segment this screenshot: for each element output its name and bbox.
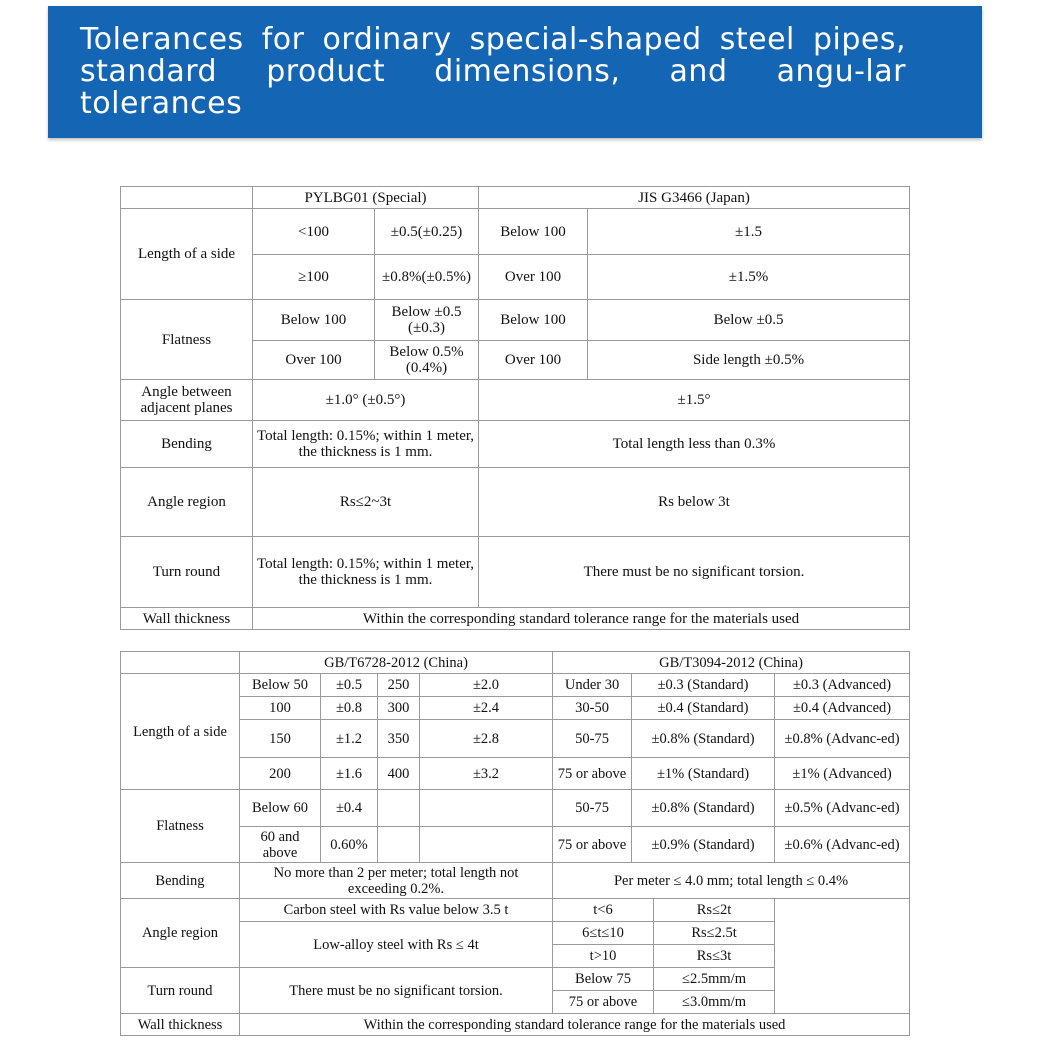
cell: ±0.4 (Advanced) <box>775 697 910 720</box>
cell: 350 <box>378 720 420 758</box>
cell: 75 or above <box>553 991 654 1014</box>
cell: 30-50 <box>553 697 632 720</box>
cell: Rs≤2~3t <box>253 468 479 537</box>
cell: ±0.6% (Advanc-ed) <box>775 827 910 863</box>
tolerance-table-pylbg-jis <box>120 186 910 630</box>
cell: 0.60% <box>321 827 378 863</box>
cell: ≥100 <box>253 255 375 300</box>
cell: ≤2.5mm/m <box>654 968 775 991</box>
table-row <box>121 827 910 863</box>
table-row <box>121 674 910 697</box>
row-label-length: Length of a side <box>121 674 240 790</box>
cell: There must be no significant torsion. <box>479 537 910 608</box>
table-row <box>121 790 910 827</box>
cell: ±2.8 <box>420 720 553 758</box>
cell: ±0.5(±0.25) <box>375 209 479 255</box>
cell: 50-75 <box>553 790 632 827</box>
cell: 100 <box>240 697 321 720</box>
cell: Below 100 <box>479 209 588 255</box>
cell: ±1.5° <box>479 380 910 421</box>
cell: Total length: 0.15%; within 1 meter, the thickness is 1 mm. <box>253 537 479 608</box>
cell: ±0.5% (Advanc-ed) <box>775 790 910 827</box>
cell: Below 75 <box>553 968 654 991</box>
row-label-turn-round: Turn round <box>121 968 240 1014</box>
cell: ±1% (Standard) <box>632 758 775 790</box>
row-label-wall: Wall thickness <box>121 1014 240 1036</box>
cell: ±1.5 <box>588 209 910 255</box>
row-label-length: Length of a side <box>121 209 253 300</box>
cell: ±0.8% (Standard) <box>632 790 775 827</box>
cell: Rs≤2t <box>654 899 775 922</box>
cell: 150 <box>240 720 321 758</box>
cell: ≤3.0mm/m <box>654 991 775 1014</box>
cell <box>420 827 553 863</box>
cell: Below 0.5% (0.4%) <box>375 341 479 380</box>
cell: Per meter ≤ 4.0 mm; total length ≤ 0.4% <box>553 863 910 899</box>
cell: Below 50 <box>240 674 321 697</box>
page-title: Tolerances for ordinary special-shaped steel pipes, standard product dimensions, and angu-lar tolerances <box>80 22 906 121</box>
cell: 400 <box>378 758 420 790</box>
table-row <box>121 863 910 899</box>
cell: Carbon steel with Rs value below 3.5 t <box>240 899 553 922</box>
cell: Below ±0.5 <box>588 300 910 341</box>
cell: Below 100 <box>479 300 588 341</box>
cell: ±1.2 <box>321 720 378 758</box>
table-row <box>121 608 910 630</box>
cell: ±0.4 <box>321 790 378 827</box>
cell: 75 or above <box>553 827 632 863</box>
cell: Below ±0.5 (±0.3) <box>375 300 479 341</box>
table-row <box>121 899 910 922</box>
row-label-bending: Bending <box>121 421 253 468</box>
cell: t<6 <box>553 899 654 922</box>
table-row <box>121 209 910 255</box>
table-row <box>121 380 910 421</box>
row-label-angle-region: Angle region <box>121 899 240 968</box>
table-row <box>121 187 910 209</box>
row-label-flatness: Flatness <box>121 300 253 380</box>
cell: Rs≤2.5t <box>654 922 775 945</box>
cell: Below 100 <box>253 300 375 341</box>
cell: Total length less than 0.3% <box>479 421 910 468</box>
cell: ±0.3 (Standard) <box>632 674 775 697</box>
table-row <box>121 421 910 468</box>
cell: ±1.6 <box>321 758 378 790</box>
header-blank <box>121 652 240 674</box>
table-row <box>121 537 910 608</box>
cell: <100 <box>253 209 375 255</box>
cell: There must be no significant torsion. <box>240 968 553 1014</box>
table-row <box>121 300 910 341</box>
table-row <box>121 758 910 790</box>
cell: ±1.0° (±0.5°) <box>253 380 479 421</box>
cell <box>420 790 553 827</box>
cell <box>378 790 420 827</box>
cell: 75 or above <box>553 758 632 790</box>
row-label-flatness: Flatness <box>121 790 240 863</box>
table-row <box>121 468 910 537</box>
tolerance-table-gb <box>120 651 910 1036</box>
cell: Within the corresponding standard tolerance range for the materials used <box>240 1014 910 1036</box>
cell: Total length: 0.15%; within 1 meter, the thickness is 1 mm. <box>253 421 479 468</box>
row-label-wall: Wall thickness <box>121 608 253 630</box>
row-label-bending: Bending <box>121 863 240 899</box>
row-label-turn-round: Turn round <box>121 537 253 608</box>
cell: Over 100 <box>253 341 375 380</box>
cell: 250 <box>378 674 420 697</box>
cell: ±2.0 <box>420 674 553 697</box>
header-blank <box>121 187 253 209</box>
cell <box>378 827 420 863</box>
header-jis: JIS G3466 (Japan) <box>479 187 910 209</box>
cell-blank <box>775 899 910 1014</box>
cell: No more than 2 per meter; total length not exceeding 0.2%. <box>240 863 553 899</box>
table-row <box>121 1014 910 1036</box>
cell: 50-75 <box>553 720 632 758</box>
cell: ±0.8 <box>321 697 378 720</box>
cell: ±0.9% (Standard) <box>632 827 775 863</box>
cell: ±2.4 <box>420 697 553 720</box>
cell: ±1% (Advanced) <box>775 758 910 790</box>
cell: 300 <box>378 697 420 720</box>
cell: 6≤t≤10 <box>553 922 654 945</box>
cell: t>10 <box>553 945 654 968</box>
table-row <box>121 720 910 758</box>
cell: 200 <box>240 758 321 790</box>
cell: ±0.5 <box>321 674 378 697</box>
cell: Below 60 <box>240 790 321 827</box>
cell: Under 30 <box>553 674 632 697</box>
cell: Low-alloy steel with Rs ≤ 4t <box>240 922 553 968</box>
header-gb6728: GB/T6728-2012 (China) <box>240 652 553 674</box>
cell: Over 100 <box>479 341 588 380</box>
table-row <box>121 652 910 674</box>
cell: ±0.4 (Standard) <box>632 697 775 720</box>
cell: ±1.5% <box>588 255 910 300</box>
row-label-angle-region: Angle region <box>121 468 253 537</box>
cell: ±0.8%(±0.5%) <box>375 255 479 300</box>
cell: ±0.8% (Standard) <box>632 720 775 758</box>
row-label-angle: Angle between adjacent planes <box>121 380 253 421</box>
cell: ±0.3 (Advanced) <box>775 674 910 697</box>
cell: Within the corresponding standard tolerance range for the materials used <box>253 608 910 630</box>
header-gb3094: GB/T3094-2012 (China) <box>553 652 910 674</box>
cell: Rs≤3t <box>654 945 775 968</box>
cell: Over 100 <box>479 255 588 300</box>
cell: Rs below 3t <box>479 468 910 537</box>
title-banner <box>48 6 982 138</box>
cell: Side length ±0.5% <box>588 341 910 380</box>
cell: 60 and above <box>240 827 321 863</box>
cell: ±0.8% (Advanc-ed) <box>775 720 910 758</box>
header-pylbg: PYLBG01 (Special) <box>253 187 479 209</box>
cell: ±3.2 <box>420 758 553 790</box>
table-row <box>121 697 910 720</box>
